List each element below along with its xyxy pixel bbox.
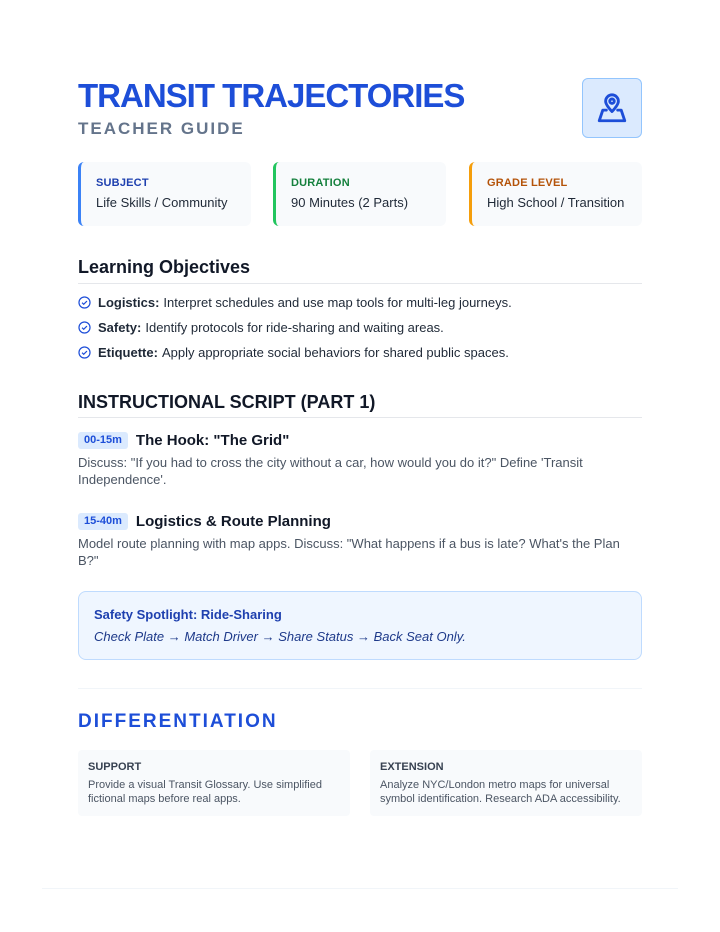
objective-item <box>78 343 642 361</box>
map-pin-icon <box>595 91 629 125</box>
check-circle-icon <box>78 321 91 334</box>
step-title: The Hook: "The Grid" <box>135 431 290 449</box>
subject-card <box>78 162 251 226</box>
grade-level-card <box>469 162 642 226</box>
objective-term: Safety: <box>98 319 142 335</box>
card-value: High School / Transition <box>487 195 625 210</box>
time-badge: 00-15m <box>78 432 128 449</box>
objectives-heading: Learning Objectives <box>78 257 251 277</box>
card-label: SUBJECT <box>96 177 149 189</box>
spotlight-text: Check Plate → Match Driver → Share Status → Back Seat Only. <box>94 629 466 644</box>
objective-text: Identify protocols for ride-sharing and waiting areas. <box>145 319 444 335</box>
differentiation-heading: DIFFERENTIATION <box>78 711 278 732</box>
logo-badge <box>582 78 642 138</box>
step-header <box>78 511 331 531</box>
objective-term: Etiquette: <box>98 344 158 360</box>
check-circle-icon <box>78 346 91 359</box>
objective-text: Apply appropriate social behaviors for shared public spaces. <box>161 344 509 360</box>
info-cards <box>78 162 642 226</box>
objective-text: Interpret schedules and use map tools for multi-leg journeys. <box>163 294 512 310</box>
page-subtitle: TEACHER GUIDE <box>78 119 245 138</box>
extension-text: Analyze NYC/London metro maps for universal symbol identification. Research ADA accessibility. <box>380 779 621 805</box>
divider <box>78 417 642 418</box>
step-title: Logistics & Route Planning <box>135 512 331 530</box>
duration-card <box>273 162 446 226</box>
check-circle-icon <box>78 296 91 309</box>
page-title: TRANSIT TRAJECTORIES <box>78 77 465 114</box>
divider <box>78 688 642 689</box>
card-value: Life Skills / Community <box>96 195 228 210</box>
card-label: DURATION <box>291 177 350 189</box>
script-heading: INSTRUCTIONAL SCRIPT (PART 1) <box>78 392 376 412</box>
objective-term: Logistics: <box>98 294 160 310</box>
step-header <box>78 430 289 450</box>
footer-divider <box>42 888 678 889</box>
extension-card <box>370 750 642 816</box>
step-description: Discuss: "If you had to cross the city without a car, how would you do it?" Define 'Transit Independence'. <box>78 455 583 487</box>
objective-item <box>78 318 642 336</box>
safety-spotlight-callout <box>78 591 642 660</box>
extension-label: EXTENSION <box>380 761 444 773</box>
divider <box>78 283 642 284</box>
page-header <box>78 78 642 148</box>
time-badge: 15-40m <box>78 513 128 530</box>
card-value: 90 Minutes (2 Parts) <box>291 195 409 210</box>
support-card <box>78 750 350 816</box>
spotlight-title: Safety Spotlight: Ride-Sharing <box>94 607 282 622</box>
step-description: Model route planning with map apps. Discuss: "What happens if a bus is late? What's the Plan B?" <box>78 536 620 568</box>
support-label: SUPPORT <box>88 761 142 773</box>
objective-item <box>78 293 642 311</box>
support-text: Provide a visual Transit Glossary. Use simplified fictional maps before real apps. <box>88 779 322 805</box>
card-label: GRADE LEVEL <box>487 177 568 189</box>
